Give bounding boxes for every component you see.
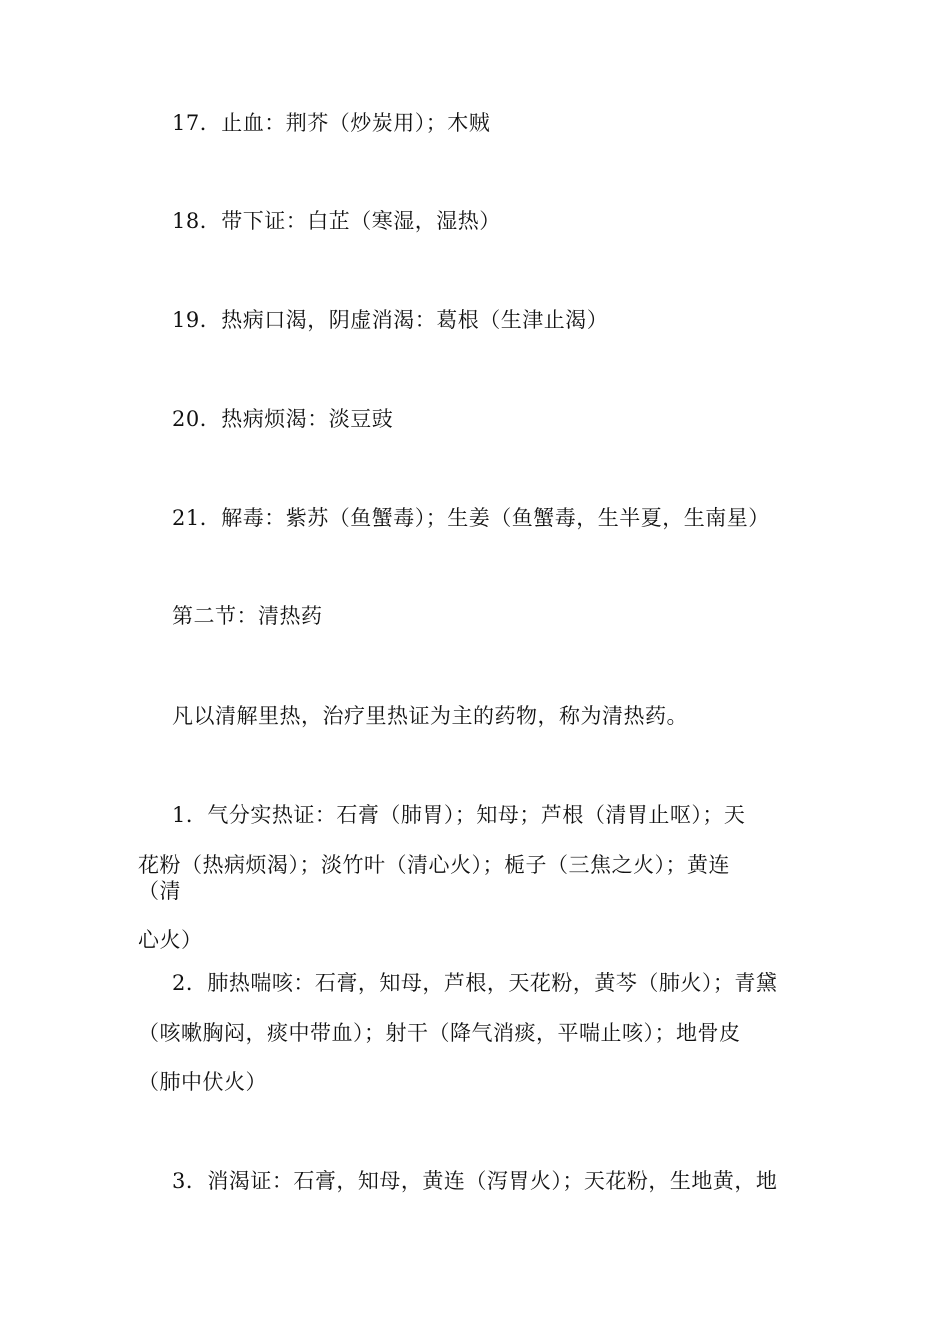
section-heading: 第二节：清热药 [172,604,323,628]
item-1-line-2: 花粉（热病烦渴）；淡竹叶（清心火）；栀子（三焦之火）；黄连 [138,853,730,877]
definition-paragraph: 凡以清解里热，治疗里热证为主的药物，称为清热药。 [172,704,688,728]
item-2-line-2: （咳嗽胸闷，痰中带血）；射干（降气消痰，平喘止咳）；地骨皮 [138,1021,741,1045]
item-21-detox: 21．解毒：紫苏（鱼蟹毒）；生姜（鱼蟹毒，生半夏，生南星） [172,506,770,530]
item-2-line-1: 2．肺热喘咳：石膏，知母，芦根，天花粉，黄芩（肺火）；青黛 [172,971,778,995]
item-19-thirst: 19．热病口渴，阴虚消渴：葛根（生津止渴） [172,308,609,332]
item-1-line-3: （清 [138,879,181,903]
item-3-line-1: 3．消渴证：石膏，知母，黄连（泻胃火）；天花粉，生地黄，地 [172,1169,778,1193]
item-17-hemostasis: 17．止血：荆芥（炒炭用）；木贼 [172,111,491,135]
item-1-line-4: 心火） [138,928,203,952]
item-20-fever-thirst: 20．热病烦渴：淡豆豉 [172,407,394,431]
item-1-line-1: 1．气分实热证：石膏（肺胃）；知母；芦根（清胃止呕）；天 [172,803,746,827]
item-18-leukorrhea: 18．带下证：白芷（寒湿，湿热） [172,209,501,233]
item-2-line-3: （肺中伏火） [138,1070,267,1094]
